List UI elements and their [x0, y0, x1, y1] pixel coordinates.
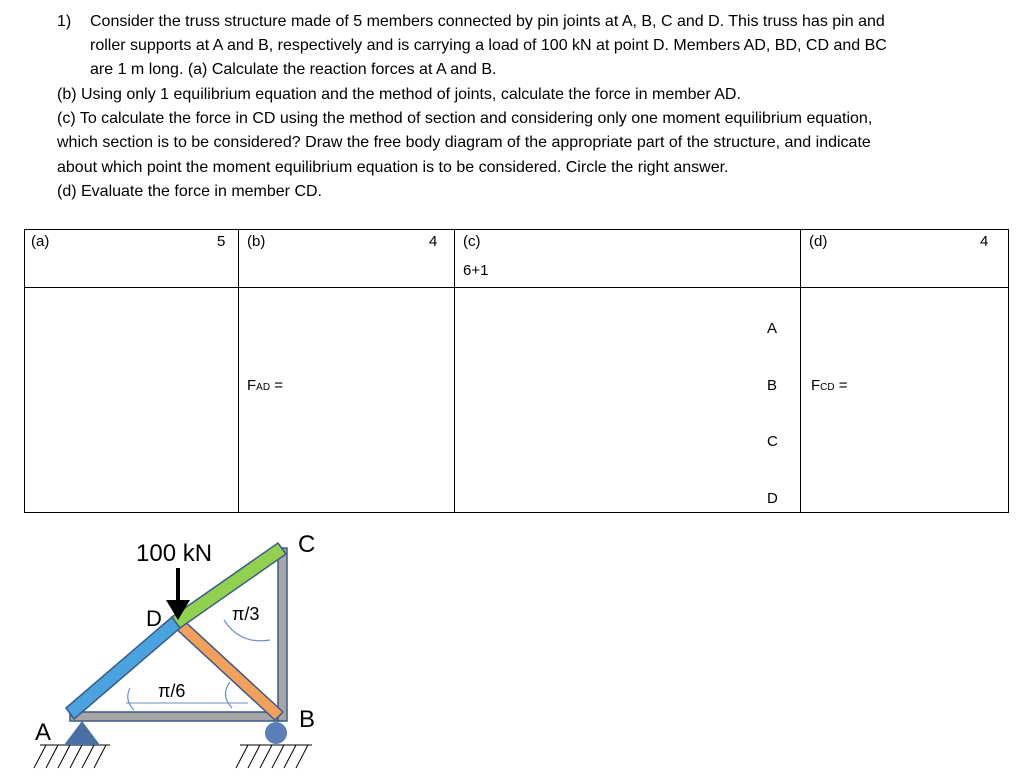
question-number: 1) — [57, 13, 72, 30]
part-d-points: 4 — [980, 233, 989, 250]
angle-arc-bottom-left — [128, 688, 134, 710]
part-b-points: 4 — [429, 233, 438, 250]
node-label-d: D — [146, 606, 162, 631]
roller-support-b — [265, 722, 287, 744]
part-b-label: (b) — [247, 233, 266, 250]
member-ad — [66, 617, 180, 719]
option-a[interactable]: A — [767, 320, 778, 337]
option-b[interactable]: B — [767, 377, 778, 394]
ground-hatch-b — [236, 745, 312, 768]
part-a-label: (a) — [31, 233, 50, 250]
ground-hatch-a — [34, 745, 110, 768]
question-line-6: which section is to be considered? Draw the free body diagram of the appropriate part of the structure, and indicate — [57, 134, 871, 151]
member-db — [172, 617, 283, 720]
table-divider-1 — [238, 230, 239, 512]
part-a-answer-area[interactable] — [26, 288, 237, 512]
option-d[interactable]: D — [767, 490, 778, 507]
member-ab — [70, 712, 282, 721]
node-label-c: C — [298, 531, 316, 558]
pin-support-a — [64, 721, 100, 745]
fcd-answer-label — [811, 377, 848, 394]
question-line-8: (d) Evaluate the force in member CD. — [57, 183, 322, 200]
part-d-label: (d) — [809, 233, 828, 250]
question-line-3: are 1 m long. (a) Calculate the reaction forces at A and B. — [90, 61, 497, 78]
node-label-a: A — [35, 719, 52, 746]
table-divider-2 — [454, 230, 455, 512]
fad-prefix: F — [247, 377, 257, 394]
answer-table — [24, 229, 1009, 513]
angle-arc-bottom-right — [225, 682, 232, 708]
question-line-2: roller supports at A and B, respectively and is carrying a load of 100 kN at point D. Members AD, BD, CD and BC — [90, 37, 887, 54]
question-line-5: (c) To calculate the force in CD using the method of section and considering only one moment equilibrium equation, — [57, 110, 873, 127]
part-c-points: 6+1 — [463, 262, 489, 279]
node-label-b: B — [299, 706, 316, 733]
member-bc — [278, 548, 287, 721]
fcd-prefix: F — [811, 377, 821, 394]
fad-subscript: AD — [256, 382, 271, 393]
angle-label-top: π/3 — [232, 604, 260, 624]
truss-diagram — [0, 520, 360, 780]
table-divider-3 — [800, 230, 801, 512]
part-a-points: 5 — [217, 233, 226, 250]
question-line-4: (b) Using only 1 equilibrium equation and the method of joints, calculate the force in member AD. — [57, 86, 741, 103]
fcd-subscript: CD — [820, 382, 835, 393]
load-label: 100 kN — [136, 540, 213, 567]
question-line-7: about which point the moment equilibrium equation is to be considered. Circle the right answer. — [57, 159, 729, 176]
angle-label-bottom: π/6 — [158, 681, 186, 701]
part-c-label: (c) — [463, 233, 481, 250]
fad-answer-label — [247, 377, 283, 394]
fcd-suffix: = — [834, 377, 848, 394]
question-line-1: Consider the truss structure made of 5 members connected by pin joints at A, B, C and D. This truss has pin and — [90, 13, 885, 30]
option-c[interactable]: C — [767, 433, 778, 450]
fad-suffix: = — [270, 377, 284, 394]
